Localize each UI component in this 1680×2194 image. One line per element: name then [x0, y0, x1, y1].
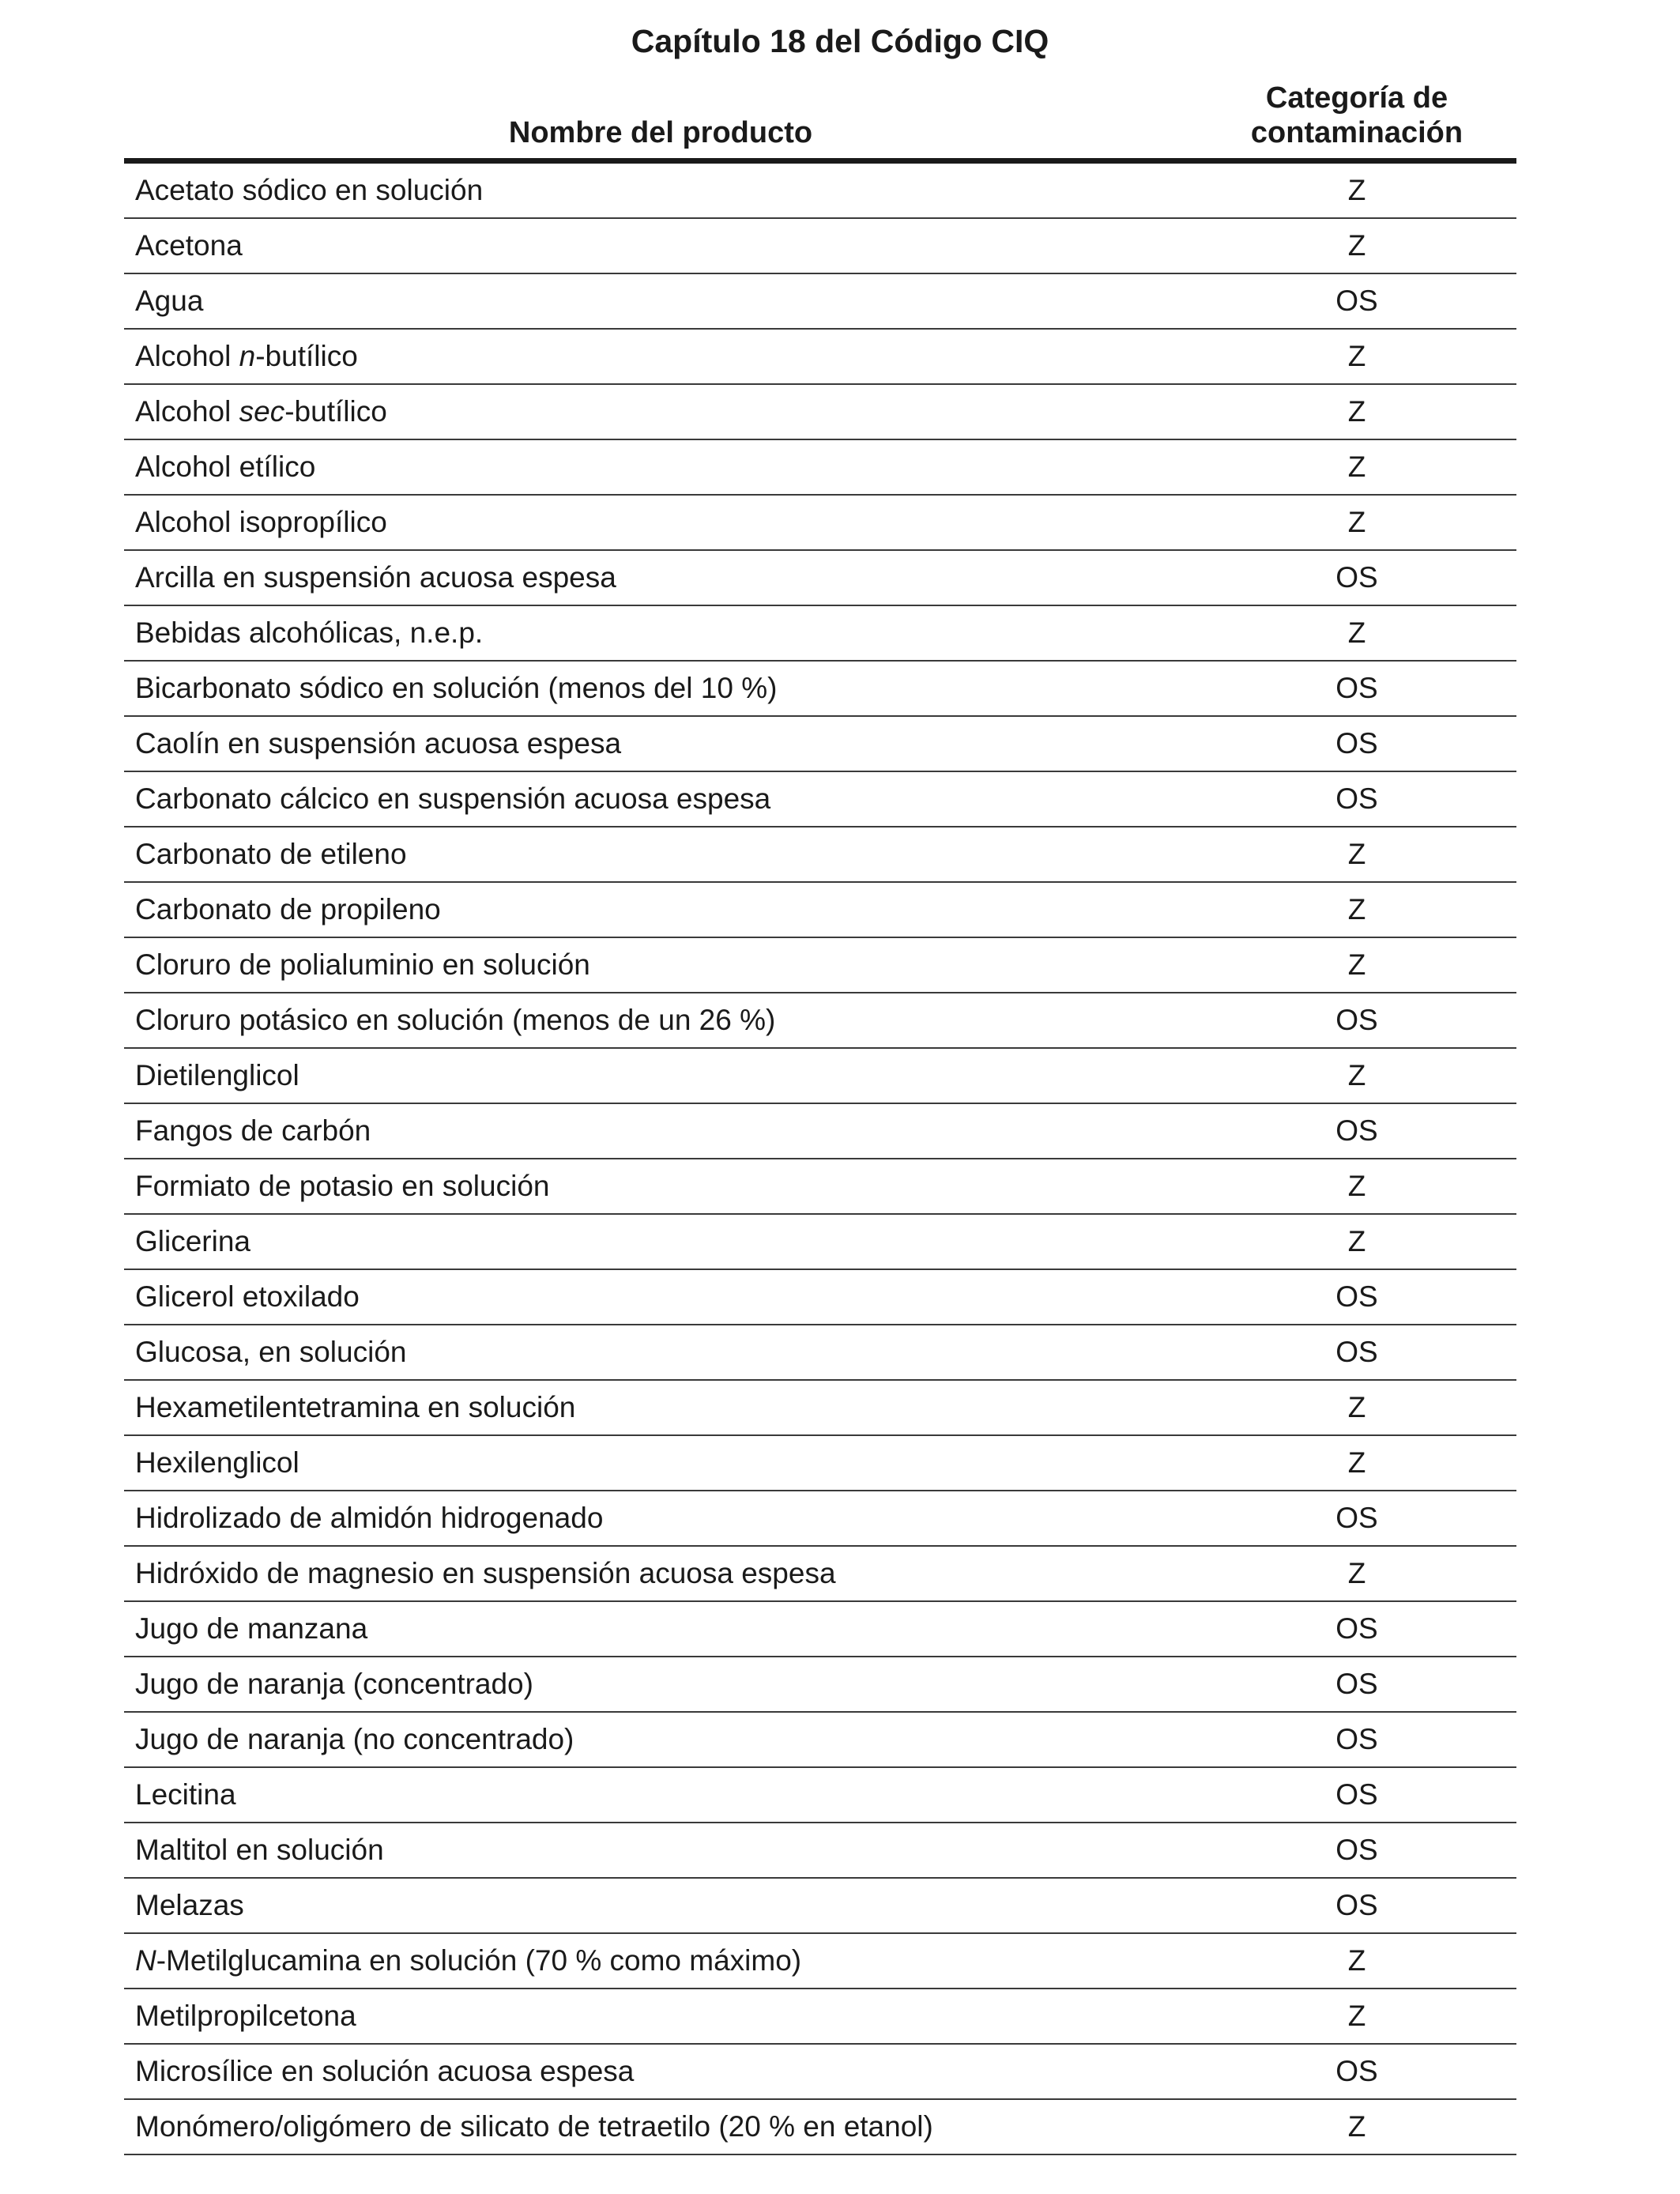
product-name-text: Lecitina [135, 1778, 236, 1811]
pollution-category-cell: Z [1347, 174, 1366, 206]
product-name-cell [135, 1215, 250, 1269]
pollution-category-cell: Z [1347, 1170, 1366, 1202]
product-name-cell [135, 1602, 367, 1656]
pollution-category-cell: OS [1335, 727, 1378, 760]
table-row [124, 2045, 1516, 2100]
product-name-text: Dietilenglicol [135, 1059, 299, 1091]
table-row [124, 662, 1516, 717]
product-name-text: Metilpropilcetona [135, 2000, 356, 2032]
product-name-text: Bebidas alcohólicas, n.e.p. [135, 616, 484, 649]
product-name-cell [135, 330, 358, 383]
pollution-category-cell: Z [1347, 229, 1366, 262]
pollution-category-cell: OS [1335, 1004, 1378, 1036]
table-row [124, 440, 1516, 496]
product-name-text: Alcohol etílico [135, 450, 316, 483]
product-name-text: Fangos de carbón [135, 1114, 371, 1147]
table-row [124, 1215, 1516, 1270]
product-name-text: Carbonato cálcico en suspensión acuosa espesa [135, 782, 771, 815]
product-name-text: Jugo de manzana [135, 1612, 368, 1645]
product-name-cell [135, 1381, 575, 1434]
table-row [124, 1049, 1516, 1104]
product-name-text: Carbonato de etileno [135, 838, 407, 870]
header-category-line-2: contaminación [1250, 116, 1463, 149]
product-name-cell [135, 1713, 574, 1766]
table-row [124, 2100, 1516, 2155]
product-name-text: Glucosa, en solución [135, 1336, 407, 1368]
pollution-category-cell: Z [1347, 1225, 1366, 1257]
product-name-text: Bicarbonato sódico en solución (menos del 10 %) [135, 672, 778, 704]
product-name-cell [135, 1989, 356, 2043]
pollution-category-cell: Z [1347, 838, 1366, 870]
product-name-cell [135, 938, 590, 992]
product-name-cell [135, 606, 483, 660]
pollution-category-cell: Z [1347, 616, 1366, 649]
table-row [124, 1879, 1516, 1934]
table-row [124, 164, 1516, 219]
table-row [124, 827, 1516, 883]
product-name-italic-prefix: N [135, 1944, 156, 1977]
header-category-line-1: Categoría de [1265, 81, 1448, 115]
pollution-category-cell: OS [1335, 1778, 1378, 1811]
product-name-cell [135, 1325, 406, 1379]
product-name-text: Hidrolizado de almidón hidrogenado [135, 1502, 604, 1534]
pollution-category-cell: Z [1347, 1944, 1366, 1977]
pollution-category-cell: OS [1335, 561, 1378, 594]
product-name-text: Cloruro potásico en solución (menos de un 26 %) [135, 1004, 776, 1036]
table-row [124, 1768, 1516, 1823]
pollution-category-cell: Z [1347, 893, 1366, 925]
product-name-text: Glicerol etoxilado [135, 1280, 360, 1313]
table-row [124, 1989, 1516, 2045]
pollution-category-cell: OS [1335, 1889, 1378, 1921]
product-name-cell [135, 274, 203, 328]
pollution-category-cell: Z [1347, 1446, 1366, 1479]
table-row [124, 1436, 1516, 1491]
header-product-name: Nombre del producto [508, 116, 813, 149]
table-body [124, 164, 1516, 2155]
pollution-category-cell: OS [1335, 1834, 1378, 1866]
product-name-cell [135, 662, 777, 715]
table-row [124, 883, 1516, 938]
table-row [124, 1491, 1516, 1547]
table-row [124, 993, 1516, 1049]
product-name-cell [135, 1159, 549, 1213]
header-pollution-category [1197, 81, 1516, 150]
table-row [124, 219, 1516, 274]
product-name-text: Cloruro de polialuminio en solución [135, 948, 590, 981]
table-row [124, 1934, 1516, 1989]
product-name-italic-prefix: sec [239, 395, 285, 428]
pollution-category-cell: OS [1335, 1114, 1378, 1147]
table-row [124, 1547, 1516, 1602]
product-name-suffix: -butílico [255, 340, 358, 372]
product-name-text: Alcohol [135, 395, 239, 428]
product-name-cell [135, 883, 441, 937]
pollution-category-cell: OS [1335, 2055, 1378, 2087]
product-name-cell [135, 1768, 236, 1822]
product-name-text: Maltitol en solución [135, 1834, 384, 1866]
pollution-category-cell: Z [1347, 506, 1366, 538]
product-name-text: Microsílice en solución acuosa espesa [135, 2055, 635, 2087]
product-name-text: Acetona [135, 229, 243, 262]
pollution-category-cell: OS [1335, 782, 1378, 815]
product-name-cell [135, 772, 770, 826]
table-row [124, 1657, 1516, 1713]
product-name-cell [135, 1879, 244, 1932]
product-name-text: Formiato de potasio en solución [135, 1170, 550, 1202]
pollution-category-cell: Z [1347, 1059, 1366, 1091]
product-name-cell [135, 827, 407, 881]
product-name-text: Monómero/oligómero de silicato de tetraetilo (20 % en etanol) [135, 2110, 933, 2143]
pollution-category-cell: Z [1347, 2000, 1366, 2032]
product-name-text: Carbonato de propileno [135, 893, 441, 925]
product-name-text: Acetato sódico en solución [135, 174, 484, 206]
product-name-text: Jugo de naranja (concentrado) [135, 1668, 533, 1700]
pollution-category-cell: OS [1335, 1612, 1378, 1645]
table-row [124, 717, 1516, 772]
table-header [124, 76, 1516, 164]
product-name-text: Hexilenglicol [135, 1446, 299, 1479]
product-name-cell [135, 1270, 360, 1324]
pollution-category-cell: Z [1347, 450, 1366, 483]
table-row [124, 1602, 1516, 1657]
table-row [124, 1823, 1516, 1879]
pollution-category-cell: OS [1335, 285, 1378, 317]
table-row [124, 1104, 1516, 1159]
pollution-category-cell: Z [1347, 1557, 1366, 1589]
product-name-cell [135, 1491, 603, 1545]
product-name-cell [135, 496, 387, 549]
table-row [124, 1381, 1516, 1436]
product-name-cell [135, 717, 621, 771]
pollution-category-cell: Z [1347, 948, 1366, 981]
product-name-cell [135, 1657, 533, 1711]
product-name-cell [135, 2100, 933, 2154]
product-name-text: Hexametilentetramina en solución [135, 1391, 576, 1423]
product-name-text: Alcohol isopropílico [135, 506, 387, 538]
pollution-category-cell: OS [1335, 1336, 1378, 1368]
pollution-category-cell: OS [1335, 672, 1378, 704]
table-row [124, 606, 1516, 662]
pollution-category-cell: Z [1347, 395, 1366, 428]
product-name-text: Agua [135, 285, 204, 317]
pollution-category-cell: Z [1347, 1391, 1366, 1423]
product-name-cell [135, 1547, 836, 1600]
product-name-text: Arcilla en suspensión acuosa espesa [135, 561, 616, 594]
product-name-cell [135, 1104, 371, 1158]
pollution-category-cell: OS [1335, 1668, 1378, 1700]
table-row [124, 551, 1516, 606]
table-row [124, 274, 1516, 330]
product-name-cell [135, 164, 483, 217]
product-name-cell [135, 385, 387, 439]
product-name-text: Melazas [135, 1889, 244, 1921]
table-row [124, 1325, 1516, 1381]
product-name-cell [135, 1436, 299, 1490]
product-name-cell [135, 219, 243, 273]
table-row [124, 330, 1516, 385]
pollution-category-cell: OS [1335, 1723, 1378, 1755]
product-name-cell [135, 2045, 634, 2098]
product-name-cell [135, 551, 616, 605]
product-name-text: Caolín en suspensión acuosa espesa [135, 727, 622, 760]
product-name-cell [135, 1049, 299, 1103]
product-name-text: Hidróxido de magnesio en suspensión acuosa espesa [135, 1557, 836, 1589]
product-name-text: Glicerina [135, 1225, 250, 1257]
table-row [124, 1270, 1516, 1325]
pollution-category-cell: Z [1347, 2110, 1366, 2143]
table-row [124, 1159, 1516, 1215]
product-name-suffix: -Metilglucamina en solución (70 % como máximo) [156, 1944, 802, 1977]
product-table [124, 76, 1516, 2155]
product-name-cell [135, 440, 315, 494]
product-name-italic-prefix: n [239, 340, 256, 372]
pollution-category-cell: OS [1335, 1502, 1378, 1534]
product-name-cell [135, 993, 775, 1047]
product-name-cell [135, 1823, 384, 1877]
pollution-category-cell: OS [1335, 1280, 1378, 1313]
table-row [124, 938, 1516, 993]
table-row [124, 496, 1516, 551]
page-title: Capítulo 18 del Código CIQ [631, 23, 1049, 59]
table-row [124, 385, 1516, 440]
product-name-cell [135, 1934, 801, 1988]
product-name-text: Alcohol [135, 340, 239, 372]
table-row [124, 772, 1516, 827]
pollution-category-cell: Z [1347, 340, 1366, 372]
product-name-suffix: -butílico [284, 395, 387, 428]
product-name-text: Jugo de naranja (no concentrado) [135, 1723, 574, 1755]
table-row [124, 1713, 1516, 1768]
